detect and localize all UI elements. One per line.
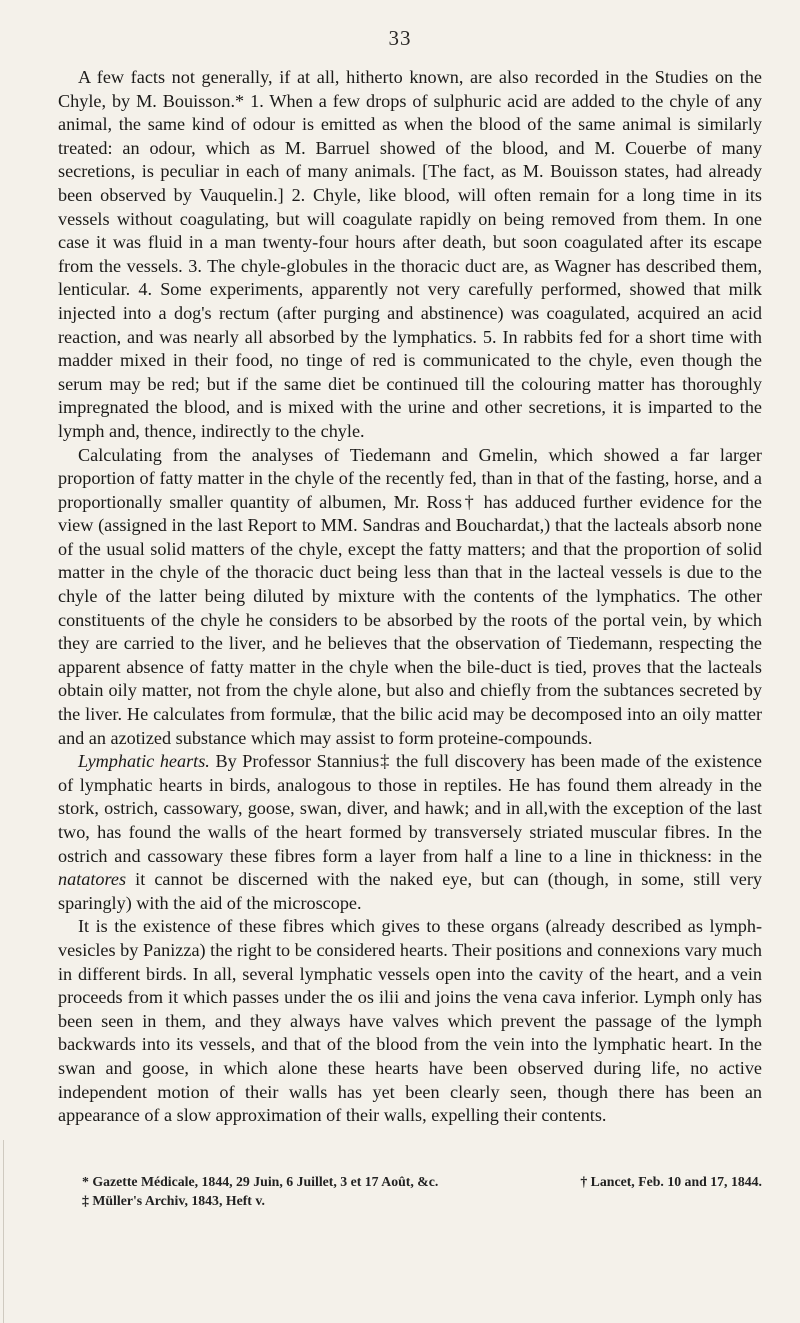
paragraph-lymphatic-hearts [58,750,762,915]
paragraph-fibres: It is the existence of these fibres which gives to these organs (already described as lymph-vesicles by Panizza) the right to be considered hearts. Their positions and connexions vary much in different birds. In all, several lymphatic vessels open into the cavity of the heart, and a vein proceeds from it which passes under the os ilii and joins the vena cava inferior. Lymph only has been seen in them, and they always have valves which prevent the passage of the lymph backwards into its vessels, and that of the blood from the vein into the lymphatic heart. In the swan and goose, in which alone these hearts have been observed during life, no active independent motion of their walls has yet been clearly seen, though there has been an appearance of a slow approximation of their walls, expelling their contents. [58,916,762,1126]
italic-term: natatores [58,869,127,890]
paragraph-ross: Calculating from the analyses of Tiedemann and Gmelin, which showed a far larger proportion of fatty matter in the chyle of the recently fed, than in that of the fasting, horse, and a proportionally smaller quantity of albumen, Mr. Ross† has adduced further evidence for the view (assigned in the last Report to MM. Sandras and Bouchardat,) that the lacteals absorb none of the usual solid matters of the chyle, except the fatty matters; and that the proportion of solid matter in the chyle of the thoracic duct being less than that in the lacteal vessels is due to the chyle of the latter being diluted by mixture with the contents of the lymphatics. The other constituents of the chyle he considers to be absorbed by the roots of the portal vein, by which they are carried to the liver, and he believes that the observation of Tiedemann, respecting the apparent absence of fatty matter in the chyle when the bile-duct is tied, proves that the lacteals obtain oily matter, not from the chyle alone, but also and chiefly from the subtances secreted by the liver. He calculates from formulæ, that the bilic acid may be decomposed into an oily matter and an azotized substance which may assist to form proteine-compounds. [58,444,762,748]
paragraph-text: By Professor Stannius‡ the full discovery has been made of the existence of lymphatic hearts in birds, analogous to those in reptiles. He has found them already in the stork, ostrich, cassowary, goose, swan, diver, and hawk; and in all,with the exception of the last two, has found the walls of the heart formed by transversely striated muscular fibres. In the ostrich and cassowary these fibres form a layer from half a line to a line in thickness: in the [58,751,762,866]
body-text [58,66,762,1128]
page-number: 33 [388,26,412,50]
footnote-double-dagger: ‡ Müller's Archiv, 1843, Heft v. [82,1193,265,1208]
footnote-dagger: † Lancet, Feb. 10 and 17, 1844. [580,1174,762,1189]
footnotes [82,1172,762,1210]
footnote-row [82,1172,762,1191]
paragraph-text: it cannot be discerned with the naked eye, but can (though, in some, still very sparingly) with the aid of the microscope. [58,869,762,913]
section-heading-lymphatic-hearts: Lymphatic hearts. [78,751,210,772]
footnote-star: * Gazette Médicale, 1844, 29 Juin, 6 Juillet, 3 et 17 Août, &c. [82,1174,439,1189]
paragraph-bouisson: A few facts not generally, if at all, hitherto known, are also recorded in the Studies on the Chyle, by M. Bouisson.* 1. When a few drops of sulphuric acid are added to the chyle of any animal, the same kind of odour is emitted as when the blood of the same animal is similarly treated: an odour, which as M. Barruel showed of the blood, and M. Couerbe of many secretions, is peculiar in each of many animals. [The fact, as M. Bouisson states, had already been observed by Vauquelin.] 2. Chyle, like blood, will often remain for a long time in its vessels without coagulating, but will coagulate rapidly on being removed from them. In one case it was fluid in a man twenty-four hours after death, but soon coagulated after its escape from the vessels. 3. The chyle-globules in the thoracic duct are, as Wagner has described them, lenticular. 4. Some experiments, apparently not very carefully performed, showed that milk injected into a dog's rectum (after purging and abstinence) was coagulated, acquired an acid reaction, and was nearly all absorbed by the lymphatics. 5. In rabbits fed for a short time with madder mixed in their food, no tinge of red is communicated to the chyle, even though the serum may be red; but if the same diet be continued till the colouring matter has thoroughly impregnated the blood, and is mixed with the urine and other secretions, it is imparted to the lymph and, thence, indirectly to the chyle. [58,67,762,441]
page-edge-line [3,1140,4,1323]
